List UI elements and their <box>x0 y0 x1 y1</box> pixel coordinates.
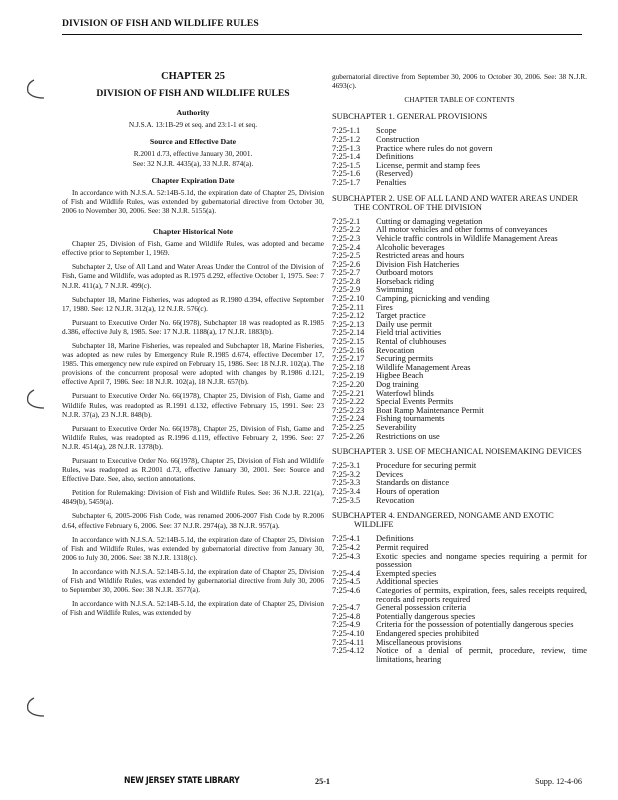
section-number: 7:25-3.4 <box>332 487 361 497</box>
toc-section-row <box>332 390 587 399</box>
chapter-title: DIVISION OF FISH AND WILDLIFE RULES <box>96 88 290 100</box>
section-number: 7:25-2.20 <box>332 380 365 389</box>
section-title: Daily use permit <box>376 319 432 329</box>
section-title: Target practice <box>376 311 426 321</box>
toc-section-row <box>332 381 587 390</box>
history-paragraph: Subchapter 2, Use of All Land and Water Areas Under the Control of the Division of Fish, Game and Wildlife, was adopted as R.1975 d.292, effective October 1, 1975. See: 7 N.J.R. 411(a), 7 N.J.R. 499(c). <box>62 262 324 290</box>
history-heading: Chapter Historical Note <box>153 227 233 237</box>
toc-subchapter-title: SUBCHAPTER 1. GENERAL PROVISIONS <box>332 112 488 122</box>
section-number: 7:25-2.7 <box>332 268 361 278</box>
section-number: 7:25-2.15 <box>332 337 365 347</box>
section-title: Fires <box>376 302 393 312</box>
history-paragraph: Subchapter 18, Marine Fisheries, was repealed and Subchapter 18, Marine Fisheries, was adopted as new rules by Emergency Rule R.1985 d.674, effective December 17, 1985. This emergency new rule expired on February 15, 1986. See: 18 N.J.R. 102(a). The provisions of the concurrent proposal were adopted with changes by R.1986 d.121, effective April 7, 1986. See: 18 N.J.R. 102(a), 18 N.J.R. 657(b). <box>62 340 324 387</box>
toc-section-row <box>332 278 587 287</box>
toc-section-row <box>332 647 587 664</box>
toc-section-row <box>332 471 587 480</box>
section-title: Permit required <box>376 543 429 552</box>
continued-paragraph: gubernatorial directive from September 30, 2006 to October 30, 2006. See: 38 N.J.R. 4693(c). <box>332 72 587 91</box>
toc-section-row <box>332 235 587 244</box>
section-number: 7:25-4.11 <box>332 637 365 647</box>
section-number: 7:25-1.2 <box>332 134 361 144</box>
section-number: 7:25-2.2 <box>332 225 361 235</box>
history-paragraph: In accordance with N.J.S.A. 52:14B-5.1d, the expiration date of Chapter 25, Division of Fish and Wildlife Rules, was extended by <box>62 599 324 618</box>
source-line: R.2001 d.73, effective January 30, 2001. <box>133 149 253 159</box>
section-number: 7:25-4.10 <box>332 628 365 638</box>
section-number: 7:25-4.9 <box>332 620 361 630</box>
section-title: Notice of a denial of permit, procedure, review, time limitations, hearing <box>376 646 587 664</box>
history-paragraph: Chapter 25, Division of Fish, Game and Wildlife Rules, was adopted and became effective prior to September 1, 1969. <box>62 239 324 258</box>
section-number: 7:25-2.13 <box>332 319 365 329</box>
history-paragraph: Subchapter 6, 2005-2006 Fish Code, was renamed 2006-2007 Fish Code by R.2006 d.64, effective February 6, 2006. See: 37 N.J.R. 2974(a), 38 N.J.R. 957(a). <box>62 511 324 530</box>
toc-subchapter <box>332 194 587 442</box>
section-title: Practice where rules do not govern <box>376 143 493 153</box>
section-title: Definitions <box>376 534 414 544</box>
right-column <box>332 72 587 667</box>
section-title: Restrictions on use <box>376 431 440 441</box>
section-title: Special Events Permits <box>376 397 454 407</box>
toc-section-row <box>332 252 587 261</box>
section-title: Restricted areas and hours <box>376 251 465 261</box>
toc-section-row <box>332 553 587 570</box>
section-number: 7:25-3.2 <box>332 469 361 479</box>
history-paragraph: Pursuant to Executive Order No. 66(1978), Subchapter 18 was readopted as R.1985 d.386, effective July 8, 1985. See: 17 N.J.R. 1188(a), 17 N.J.R. 1883(b). <box>62 317 324 336</box>
section-number: 7:25-2.1 <box>332 216 361 226</box>
section-number: 7:25-4.3 <box>332 551 361 561</box>
toc-section-row <box>332 424 587 433</box>
section-title: Swimming <box>376 285 413 295</box>
section-title: Standards on distance <box>376 478 450 488</box>
toc-section-row <box>332 479 587 488</box>
section-number: 7:25-1.7 <box>332 177 361 187</box>
toc-section-row <box>332 415 587 424</box>
section-title: Construction <box>376 134 420 144</box>
toc-section-row <box>332 372 587 381</box>
header-rule <box>62 34 582 35</box>
section-number: 7:25-2.26 <box>332 431 365 441</box>
page-footer <box>62 770 582 786</box>
toc-subchapter-title: SUBCHAPTER 2. USE OF ALL LAND AND WATER AREAS UNDER THE CONTROL OF THE DIVISION <box>332 193 579 212</box>
section-number: 7:25-4.2 <box>332 543 361 552</box>
authority-text: N.J.S.A. 13:1B-29 et seq. and 23:1-1 et seq. <box>128 120 258 130</box>
section-number: 7:25-2.21 <box>332 388 365 398</box>
section-title: Exempted species <box>376 568 437 578</box>
toc-heading: CHAPTER TABLE OF CONTENTS <box>404 95 515 105</box>
section-title: Vehicle traffic controls in Wildlife Management Areas <box>376 233 558 243</box>
section-number: 7:25-1.6 <box>332 169 361 179</box>
section-title: Securing permits <box>376 354 433 364</box>
section-title: Exotic species and nongame species requiring a permit for possession <box>376 551 587 570</box>
binding-hole-mark <box>22 388 48 410</box>
section-number: 7:25-2.5 <box>332 251 361 261</box>
toc-section-row <box>332 261 587 270</box>
section-number: 7:25-4.7 <box>332 603 361 613</box>
section-number: 7:25-2.10 <box>332 294 365 304</box>
binding-hole-mark <box>22 696 48 718</box>
toc-section-row <box>332 364 587 373</box>
section-number: 7:25-2.18 <box>332 362 365 372</box>
section-number: 7:25-2.3 <box>332 233 361 243</box>
toc-section-row <box>332 179 587 188</box>
section-title: All motor vehicles and other forms of conveyances <box>376 225 548 235</box>
section-title: Outboard motors <box>376 268 433 278</box>
section-title: Categories of permits, expiration, fees, sales receipts required, records and reports required <box>376 585 587 604</box>
section-title: Revocation <box>376 495 415 505</box>
history-paragraph: In accordance with N.J.S.A. 52:14B-5.1d, the expiration date of Chapter 25, Division of Fish and Wildlife Rules, was extended by gubernatorial directive from January 30, 2006 to July 30, 2006. See: 38 N.J.R. 1318(c). <box>62 534 324 562</box>
toc-section-row <box>332 162 587 171</box>
section-number: 7:25-4.6 <box>332 585 361 595</box>
toc-subchapter <box>332 112 587 187</box>
section-title: (Reserved) <box>376 169 413 179</box>
section-number: 7:25-1.1 <box>332 126 361 136</box>
expiration-heading: Chapter Expiration Date <box>151 175 235 185</box>
supplement-date: Supp. 12-4-06 <box>535 777 582 786</box>
section-number: 7:25-2.14 <box>332 328 365 338</box>
history-paragraph: In accordance with N.J.S.A. 52:14B-5.1d, the expiration date of Chapter 25, Division of Fish and Wildlife Rules, was extended by gubernatorial directive from July 30, 2006 to September 30, 2006. See: 38 N.J.R. 3577(a). <box>62 566 324 595</box>
toc-section-row <box>332 462 587 471</box>
section-number: 7:25-1.4 <box>332 152 361 162</box>
toc-section-row <box>332 295 587 304</box>
toc-section-row <box>332 433 587 442</box>
binding-hole-mark <box>22 78 48 100</box>
section-number: 7:25-4.1 <box>332 534 361 544</box>
history-paragraph: Subchapter 18, Marine Fisheries, was adopted as R.1980 d.394, effective September 17, 1980. See: 12 N.J.R. 312(a), 12 N.J.R. 576(c). <box>62 294 324 313</box>
section-title: Waterfowl blinds <box>376 388 434 398</box>
authority-heading: Authority <box>176 108 210 118</box>
toc-section-row <box>332 347 587 356</box>
section-title: Miscellaneous provisions <box>376 637 462 647</box>
section-title: Boat Ramp Maintenance Permit <box>376 405 484 415</box>
section-title: Penalties <box>376 177 407 187</box>
source-line: See: 32 N.J.R. 4435(a), 33 N.J.R. 874(a). <box>132 158 254 168</box>
section-number: 7:25-4.5 <box>332 577 361 587</box>
section-title: Severability <box>376 422 417 432</box>
section-number: 7:25-2.11 <box>332 302 365 312</box>
section-title: Endangered species prohibited <box>376 628 479 638</box>
toc-section-row <box>332 145 587 154</box>
section-title: Cutting or damaging vegetation <box>376 216 483 226</box>
toc-section-row <box>332 488 587 497</box>
toc-section-row <box>332 304 587 313</box>
history-paragraph: Pursuant to Executive Order No. 66(1978), Chapter 25, Division of Fish, Game and Wildlife Rules, was readopted as R.1991 d.132, effective February 15, 1991. See: 23 N.J.R. 37(a), 23 N.J.R. 848(b). <box>62 391 324 419</box>
section-title: Camping, picnicking and vending <box>376 294 490 304</box>
section-title: Revocation <box>376 345 415 355</box>
section-title: Additional species <box>376 577 439 587</box>
toc-section-row <box>332 329 587 338</box>
section-number: 7:25-4.12 <box>332 646 365 656</box>
section-number: 7:25-2.4 <box>332 242 361 252</box>
section-number: 7:25-2.25 <box>332 422 365 432</box>
section-title: Potentially dangerous species <box>376 611 476 621</box>
history-paragraph: Pursuant to Executive Order No. 66(1978), Chapter 25, Division of Fish, Game and Wildlife Rules, was readopted as R.1996 d.119, effective February 2, 1996. See: 27 N.J.R. 4514(a), 28 N.J.R. 1378(b). <box>62 423 324 451</box>
section-number: 7:25-3.1 <box>332 461 361 471</box>
toc-section-row <box>332 170 587 179</box>
left-column <box>62 72 324 622</box>
section-number: 7:25-3.3 <box>332 478 361 488</box>
source-heading: Source and Effective Date <box>149 137 237 147</box>
section-title: Field trial activities <box>376 328 442 338</box>
section-number: 7:25-2.19 <box>332 371 365 381</box>
section-title: Hours of operation <box>376 487 440 497</box>
toc-section-row <box>332 127 587 136</box>
toc-section-row <box>332 269 587 278</box>
section-number: 7:25-2.17 <box>332 354 365 364</box>
section-title: Alcoholic beverages <box>376 242 445 252</box>
section-title: Criteria for the possession of potentially dangerous species <box>376 620 574 630</box>
section-number: 7:25-2.16 <box>332 345 365 355</box>
section-title: Horseback riding <box>376 276 434 286</box>
toc-subchapter-title: SUBCHAPTER 3. USE OF MECHANICAL NOISEMAKING DEVICES <box>332 447 582 457</box>
section-title: Procedure for securing permit <box>376 461 477 471</box>
section-title: Higbee Beach <box>376 371 424 381</box>
toc-section-row <box>332 535 587 544</box>
page-number: 25-1 <box>315 777 331 786</box>
toc-section-row <box>332 321 587 330</box>
toc-section-row <box>332 338 587 347</box>
toc-subchapter-title: SUBCHAPTER 4. ENDANGERED, NONGAME AND EXOTIC WILDLIFE <box>332 511 554 530</box>
running-header: DIVISION OF FISH AND WILDLIFE RULES <box>62 18 259 29</box>
section-title: Division Fish Hatcheries <box>376 259 460 269</box>
toc-section-row <box>332 312 587 321</box>
section-title: Dog training <box>376 380 419 389</box>
section-number: 7:25-2.6 <box>332 259 361 269</box>
toc-section-row <box>332 407 587 416</box>
section-number: 7:25-2.8 <box>332 276 361 286</box>
section-title: Rental of clubhouses <box>376 337 447 347</box>
section-number: 7:25-1.3 <box>332 143 361 153</box>
section-title: General possession criteria <box>376 603 467 613</box>
expiration-text: In accordance with N.J.S.A. 52:14B-5.1d, the expiration date of Chapter 25, Division of Fish and Wildlife Rules, was extended by gubernatorial directive from October 30, 2006 to November 30, 2006. See: 38 N.J.R. 5155(a). <box>62 187 324 215</box>
toc-section-row <box>332 570 587 579</box>
chapter-number: CHAPTER 25 <box>161 71 225 82</box>
toc-section-row <box>332 497 587 506</box>
section-number: 7:25-3.5 <box>332 495 361 505</box>
section-number: 7:25-2.12 <box>332 311 365 321</box>
section-title: License, permit and stamp fees <box>376 160 480 170</box>
section-title: Scope <box>376 126 397 136</box>
library-stamp: NEW JERSEY STATE LIBRARY <box>124 776 240 786</box>
history-paragraph: Pursuant to Executive Order No. 66(1978), Chapter 25, Division of Fish and Wildlife Rules, was readopted as R.2001 d.73, effective January 30, 2001. See: Source and Effective Date. See, also, section annotations. <box>62 456 324 484</box>
section-title: Fishing tournaments <box>376 414 445 424</box>
toc-section-row <box>332 587 587 604</box>
section-number: 7:25-1.5 <box>332 160 361 170</box>
section-number: 7:25-4.4 <box>332 568 361 578</box>
section-number: 7:25-2.22 <box>332 397 365 407</box>
section-number: 7:25-4.8 <box>332 611 361 621</box>
history-paragraph: Petition for Rulemaking: Division of Fish and Wildlife Rules. See: 36 N.J.R. 221(a), 4849(b), 5459(a). <box>62 488 324 507</box>
section-number: 7:25-2.24 <box>332 414 365 424</box>
toc-subchapter <box>332 511 587 664</box>
toc-subchapter <box>332 447 587 505</box>
section-title: Definitions <box>376 152 414 162</box>
table-of-contents <box>332 112 587 664</box>
section-title: Devices <box>376 469 403 479</box>
section-number: 7:25-2.23 <box>332 405 365 415</box>
section-number: 7:25-2.9 <box>332 285 361 295</box>
section-title: Wildlife Management Areas <box>376 362 471 372</box>
